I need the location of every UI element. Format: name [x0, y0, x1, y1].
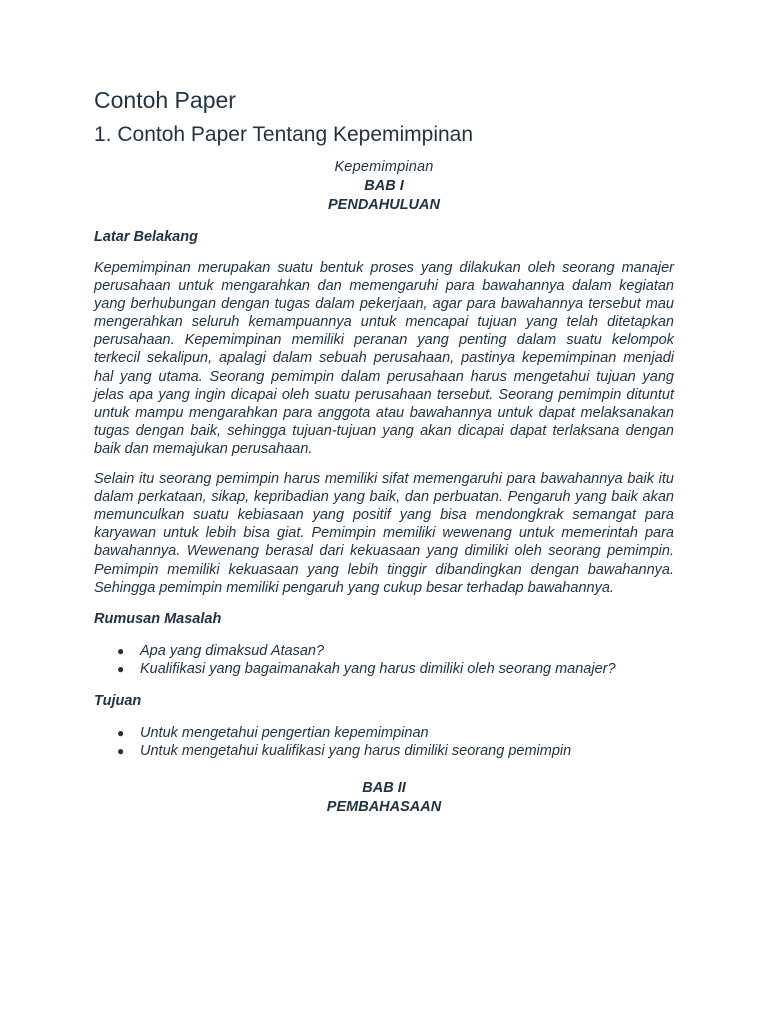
list-item	[94, 660, 674, 679]
section-heading-rumusan: Rumusan Masalah	[94, 610, 222, 627]
bullet-icon: ●	[117, 643, 125, 658]
list-item	[94, 642, 674, 661]
chapter-number: BAB I	[364, 178, 404, 194]
list-item-text: Kualifikasi yang bagaimanakah yang harus dimiliki oleh seorang manajer?	[140, 661, 616, 678]
chapter-header-2	[94, 779, 674, 817]
page-title: Contoh Paper	[94, 87, 236, 113]
chapter-number-2: BAB II	[362, 779, 406, 796]
list-item	[94, 742, 674, 761]
section-heading-latar: Latar Belakang	[94, 229, 198, 245]
chapter-title-2: PEMBAHASAAN	[326, 798, 442, 815]
bullet-icon: ●	[117, 744, 125, 759]
bullet-icon: ●	[117, 725, 125, 740]
chapter-title: PENDAHULUAN	[328, 197, 440, 213]
chapter-header	[94, 158, 674, 215]
document-page	[94, 84, 674, 817]
rumusan-list	[94, 642, 674, 679]
paragraph-2: Selain itu seorang pemimpin harus memiliki sifat memengaruhi para bawahannya baik itu dalam perkataan, sikap, kepribadian yang baik, dan perbuatan. Pengaruh yang baik akan memunculkan suatu kebiasaan yang positif yang bisa mendongkrak semangat para karyawan untuk lebih bisa giat. Pemimpin memiliki wewenang untuk memerintah para bawahannya. Wewenang berasal dari kekuasaan yang dimiliki oleh seorang pemimpin. Pemimpin memiliki kekuasaan yang lebih tinggir dibandingkan dengan bawahannya. Sehingga pemimpin memiliki pengaruh yang cukup besar terhadap bawahannya.	[94, 471, 674, 596]
page-subtitle: 1. Contoh Paper Tentang Kepemimpinan	[94, 123, 474, 146]
topic-heading: Kepemimpinan	[334, 159, 434, 175]
tujuan-list	[94, 724, 674, 761]
list-item	[94, 724, 674, 743]
bullet-icon: ●	[117, 662, 125, 677]
list-item-text: Apa yang dimaksud Atasan?	[140, 642, 325, 659]
list-item-text: Untuk mengetahui kualifikasi yang harus dimiliki seorang pemimpin	[140, 743, 572, 760]
section-heading-tujuan: Tujuan	[94, 692, 142, 709]
paragraph-1: Kepemimpinan merupakan suatu bentuk proses yang dilakukan oleh seorang manajer perusahaan untuk mengarahkan dan memengaruhi para bawahannya dalam kegiatan yang berhubungan dengan tugas dalam pekerjaan, agar para bawahannya tersebut mau mengerahkan seluruh kemampuannya untuk mencapai tujuan yang telah ditetapkan perusahaan. Kepemimpinan memiliki peranan yang penting dalam suatu kelompok terkecil sekalipun, apalagi dalam sebuah perusahaan, pastinya kepemimpinan menjadi hal yang utama. Seorang pemimpin dalam perusahaan harus mengetahui tujuan yang jelas apa yang ingin dicapai oleh suatu perusahaan tersebut. Seorang pemimpin dituntut untuk mampu mengarahkan para anggota atau bawahannya untuk dapat melaksanakan tugas dengan baik, sehingga tujuan-tujuan yang akan dicapai dapat terlaksana dengan baik dan memajukan perusahaan.	[94, 260, 674, 457]
list-item-text: Untuk mengetahui pengertian kepemimpinan	[140, 724, 429, 741]
